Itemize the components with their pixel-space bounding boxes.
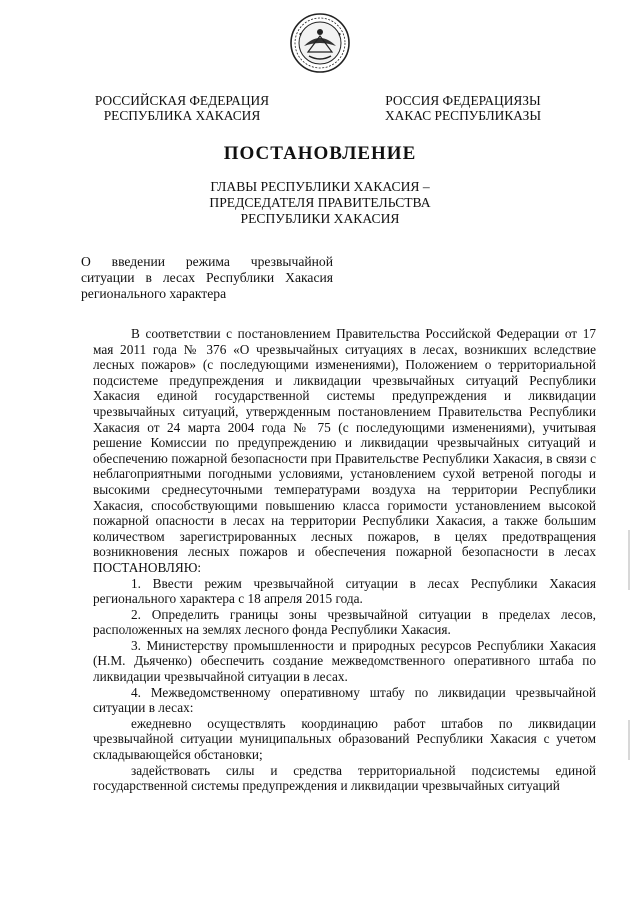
header-left — [82, 93, 282, 123]
document-subject: О введении режима чрезвычайной ситуации в лесах Республики Хакасия регионального характера — [81, 254, 333, 301]
subtitle-line-2: ПРЕДСЕДАТЕЛЯ ПРАВИТЕЛЬСТВА — [209, 195, 431, 210]
scan-edge-mark — [628, 720, 630, 760]
clause-1: 1. Ввести режим чрезвычайной ситуации в лесах Республики Хакасия регионального характера с 18 апреля 2015 года. — [93, 575, 596, 607]
header-right — [368, 93, 558, 123]
clause-4-subitem-2: задействовать силы и средства территориальной подсистемы единой государственной системы предупреждения и ликвидации чрезвычайных ситуаций — [93, 762, 596, 794]
scan-edge-mark — [628, 530, 630, 590]
preamble-paragraph: В соответствии с постановлением Правительства Российской Федерации от 17 мая 2011 года № 376 «О чрезвычайных ситуациях в лесах, возникших вследствие лесных пожаров» (с последующими изменениями), Положением о территориальной подсистеме предупреждения и ликвидации чрезвычайных ситуаций Республики Хакасия единой государственной системы предупреждения и ликвидации чрезвычайных ситуаций, утвержденным постановлением Правительства Республики Хакасия от 24 марта 2004 года № 75 (с последующими изменениями), учитывая решение Комиссии по предупреждению и ликвидации чрезвычайных ситуаций и обеспечению пожарной безопасности при Правительстве Республики Хакасия, в связи с неблагоприятными погодными условиями, установлением сухой ветреной погоды и высокими среднесуточными температурами воздуха на территории Республики Хакасия, способствующими повышению класса горимости установлением высокой пожарной опасности в лесах на территории Республики Хакасия, а также большим количеством зарегистрированных лесных пожаров, в целях предотвращения возникновения лесных пожаров и обеспечения пожарной безопасности в лесах ПОСТАНОВЛЯЮ: — [93, 326, 596, 575]
header-left-line-2: РЕСПУБЛИКА ХАКАСИЯ — [103, 108, 261, 123]
subtitle-line-1: ГЛАВЫ РЕСПУБЛИКИ ХАКАСИЯ – — [210, 179, 430, 194]
clause-4: 4. Межведомственному оперативному штабу по ликвидации чрезвычайной ситуации в лесах: — [93, 684, 596, 716]
issuer-subtitle — [0, 179, 640, 227]
header-right-line-1: РОССИЯ ФЕДЕРАЦИЯЗЫ — [385, 93, 541, 108]
document-body — [93, 326, 596, 794]
clause-2: 2. Определить границы зоны чрезвычайной ситуации в пределах лесов, расположенных на землях лесного фонда Республики Хакасия. — [93, 606, 596, 638]
subtitle-line-3: РЕСПУБЛИКИ ХАКАСИЯ — [240, 211, 400, 226]
coat-of-arms-emblem — [289, 12, 351, 74]
header-left-line-1: РОССИЙСКАЯ ФЕДЕРАЦИЯ — [94, 93, 270, 108]
clause-4-subitem-1: ежедневно осуществлять координацию работ штабов по ликвидации чрезвычайной ситуации муниципальных образований Республики Хакасия с учетом складывающейся обстановки; — [93, 715, 596, 763]
document-title: ПОСТАНОВЛЕНИЕ — [223, 143, 417, 164]
header-right-line-2: ХАКАС РЕСПУБЛИКАЗЫ — [384, 108, 542, 123]
clause-3: 3. Министерству промышленности и природных ресурсов Республики Хакасия (Н.М. Дьяченко) обеспечить создание межведомственного оперативного штаба по ликвидации чрезвычайной ситуации в лесах. — [93, 637, 596, 685]
